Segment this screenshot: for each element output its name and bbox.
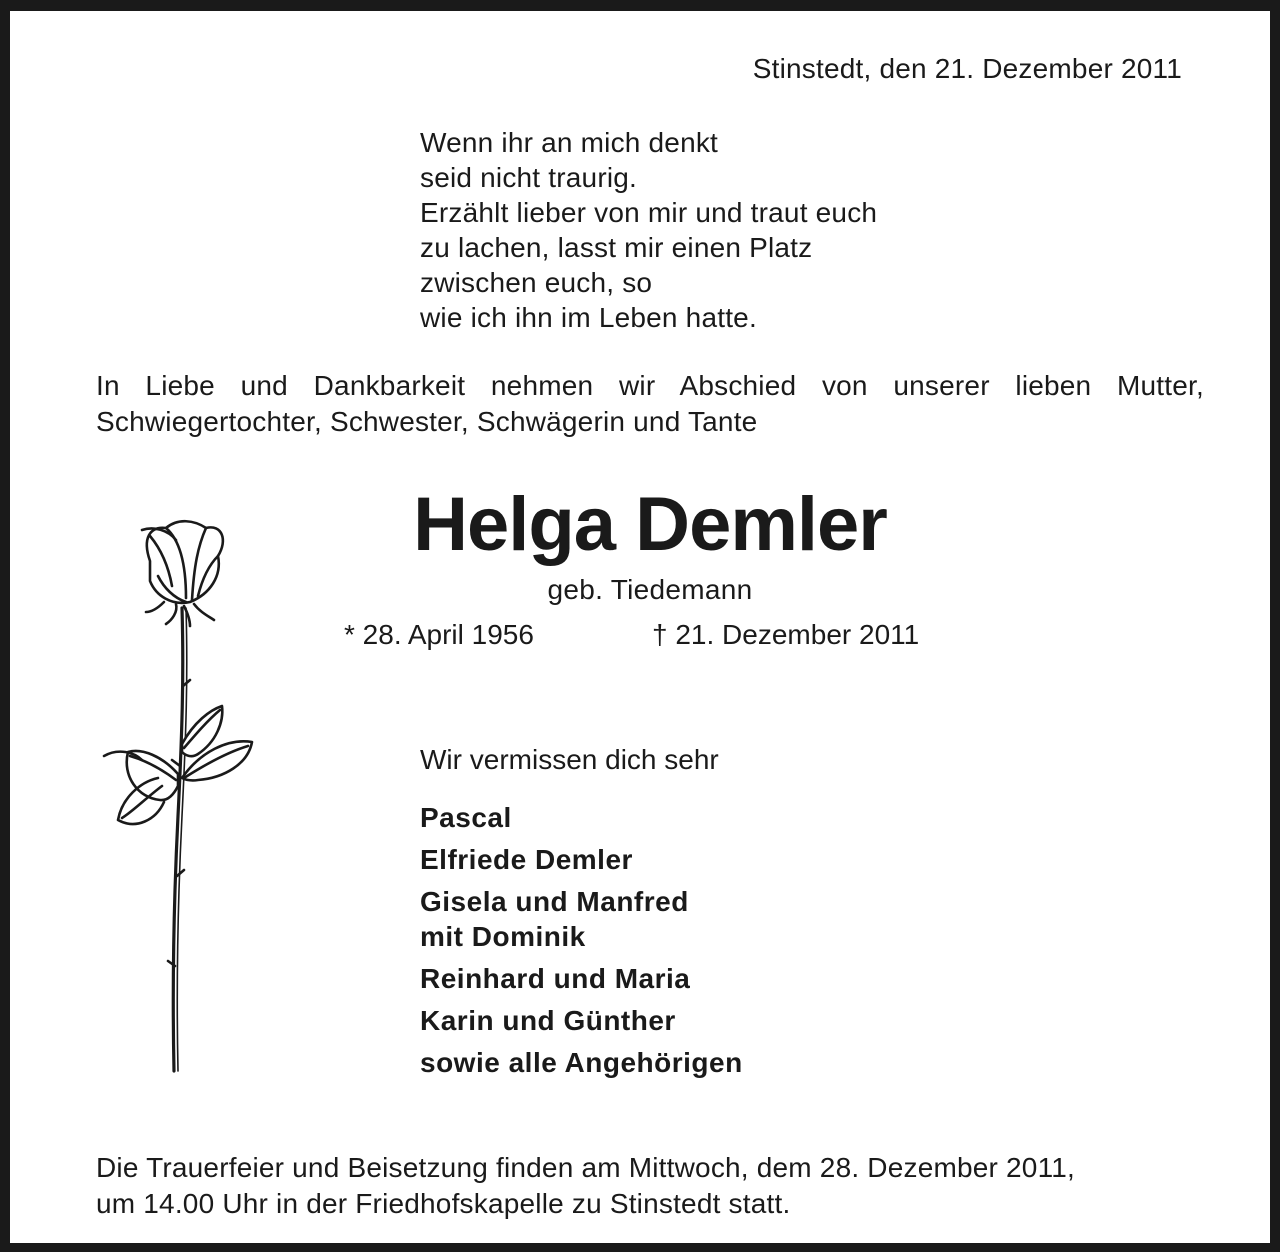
mourner-name: Gisela und Manfred	[420, 886, 689, 917]
birth-date: * 28. April 1956	[344, 619, 534, 650]
poem-line: zwischen euch, so	[420, 267, 653, 298]
mourner-name: sowie alle Angehörigen	[420, 1047, 743, 1078]
mourners-list	[420, 800, 743, 1087]
poem-line: zu lachen, lasst mir einen Platz	[420, 232, 813, 263]
intro-text	[96, 368, 1204, 440]
mourner-name: Elfriede Demler	[420, 844, 633, 875]
poem-line: Wenn ihr an mich denkt	[420, 127, 719, 158]
mourner-name: Karin und Günther	[420, 1005, 676, 1036]
poem-line: Erzählt lieber von mir und traut euch	[420, 197, 878, 228]
intro-line: Schwiegertochter, Schwester, Schwägerin und Tante	[96, 406, 758, 437]
place-date: Stinstedt, den 21. Dezember 2011	[752, 53, 1182, 84]
death-date: † 21. Dezember 2011	[652, 619, 920, 650]
funeral-line: Die Trauerfeier und Beisetzung finden am Mittwoch, dem 28. Dezember 2011,	[96, 1152, 1076, 1183]
maiden-name: geb. Tiedemann	[547, 574, 753, 605]
mourners-heading: Wir vermissen dich sehr	[420, 744, 719, 775]
poem-line: seid nicht traurig.	[420, 162, 638, 193]
funeral-info	[96, 1150, 1075, 1222]
mourner-name: Reinhard und Maria	[420, 963, 691, 994]
intro-line: In Liebe und Dankbarkeit nehmen wir Abschied von unserer lieben Mutter,	[96, 370, 1204, 401]
funeral-line: um 14.00 Uhr in der Friedhofskapelle zu Stinstedt statt.	[96, 1188, 791, 1219]
mourner-name: Pascal	[420, 802, 512, 833]
poem	[420, 125, 877, 335]
deceased-name: Helga Demler	[413, 482, 887, 567]
poem-line: wie ich ihn im Leben hatte.	[420, 302, 757, 333]
mourner-name: mit Dominik	[420, 921, 586, 952]
